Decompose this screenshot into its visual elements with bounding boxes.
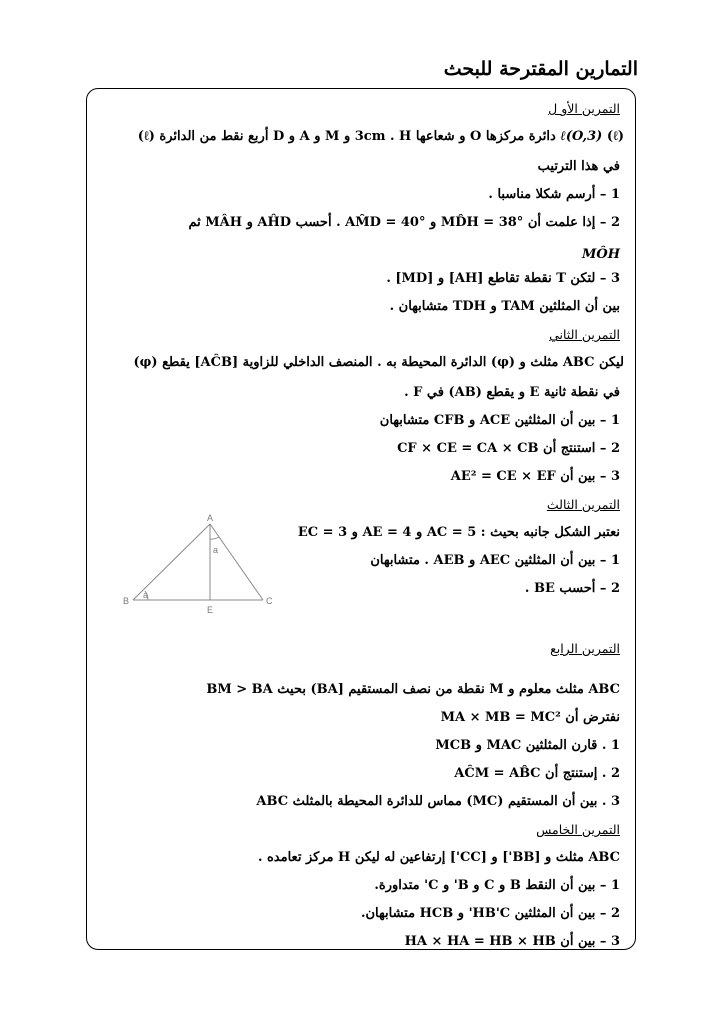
ex1-circle: ℓ(O,3)	[560, 129, 603, 144]
ex1-q3: 3 – لتكن T نقطة تقاطع [AH] و [MD] .	[386, 271, 620, 286]
ex1-q2: 2 – إذا علمت أن MD̂H = 38° و AM̂D = 40° . أحسب AĤD و MÂH ثم	[188, 215, 620, 230]
label-c: C	[266, 596, 273, 606]
ex4-q1: 1 . قارن المثلثين MAC و MCB	[435, 738, 620, 753]
edge-ac	[210, 524, 263, 600]
ex4-q3: 3 . بين أن المستقيم (MC) مماس للدائرة المحيطة بالمثلث ABC	[256, 794, 620, 809]
ex5-q2: 2 – بين أن المثلثين HB'C' و HCB متشابهان.	[360, 906, 620, 921]
ex4-line1: ABC مثلث معلوم و M نقطة من نصف المستقيم [BA) بحيث BM > BA	[206, 682, 620, 697]
ex4-line2: نفترض أن MA × MB = MC²	[440, 710, 620, 725]
ex1-q1: 1 – أرسم شكلا مناسبا .	[488, 187, 620, 202]
ex5-line1: ABC مثلث و [BB'] و [CC'] إرتفاعين له ليكن H مركز تعامده .	[257, 850, 620, 865]
ex2-q3: 3 – بين أن AE² = CE × EF	[450, 469, 620, 484]
label-a: A	[207, 513, 214, 523]
label-e: E	[207, 605, 214, 615]
ex2-heading: التمرين الثاني	[549, 327, 620, 342]
angle-label-b: a	[143, 590, 149, 600]
ex1-q2b: MÔH	[582, 247, 620, 262]
ex3-heading: التمرين الثالث	[546, 497, 620, 512]
angle-arc-a	[210, 537, 219, 539]
ex3-line1: نعتبر الشكل جانبه بحيث : AC = 5 و AE = 4 و EC = 3	[297, 525, 620, 540]
ex1-line2: في هذا الترتيب	[537, 159, 620, 174]
edge-ab	[133, 524, 210, 600]
angle-label-a: a	[213, 545, 219, 555]
ex2-line2: في نقطة ثانية E و يقطع (AB) في F .	[404, 385, 620, 400]
ex1-line1-text: (ℓ) دائرة مركزها O و شعاعها 3cm . H و M و A و D أربع نقط من الدائرة (ℓ)	[137, 129, 624, 144]
ex2-line1: ليكن ABC مثلث و (φ) الدائرة المحيطة به . المنصف الداخلي للزاوية [AĈB] يقطع (φ)	[133, 355, 624, 370]
ex4-q2: 2 . إستنتج أن AĈM = AB̂C	[454, 766, 620, 781]
ex5-q1: 1 – بين أن النقط B و C و B' و C' متداورة.	[374, 878, 620, 893]
ex5-heading: التمرين الخامس	[536, 822, 620, 837]
page-title: التمارين المقترحة للبحث	[443, 58, 638, 80]
ex5-q3: 3 – بين أن HA × HA = HB × HB	[404, 934, 620, 949]
ex1-line1	[138, 128, 624, 146]
ex3-q1: 1 – بين أن المثلثين AEC و AEB . متشابهان	[370, 553, 620, 568]
triangle-figure	[115, 512, 285, 622]
ex4-heading: التمرين الرابع	[550, 641, 620, 656]
ex1-q3b: بين أن المثلثين TAM و TDH متشابهان .	[389, 299, 620, 314]
ex2-q2: 2 – استنتج أن CF × CE = CA × CB	[397, 441, 620, 456]
ex3-q2: 2 – أحسب BE .	[524, 581, 620, 596]
ex2-q1: 1 – بين أن المثلثين ACE و CFB متشابهان	[379, 413, 620, 428]
label-b: B	[123, 596, 130, 606]
ex1-heading: التمرين الأو ل	[548, 101, 620, 116]
